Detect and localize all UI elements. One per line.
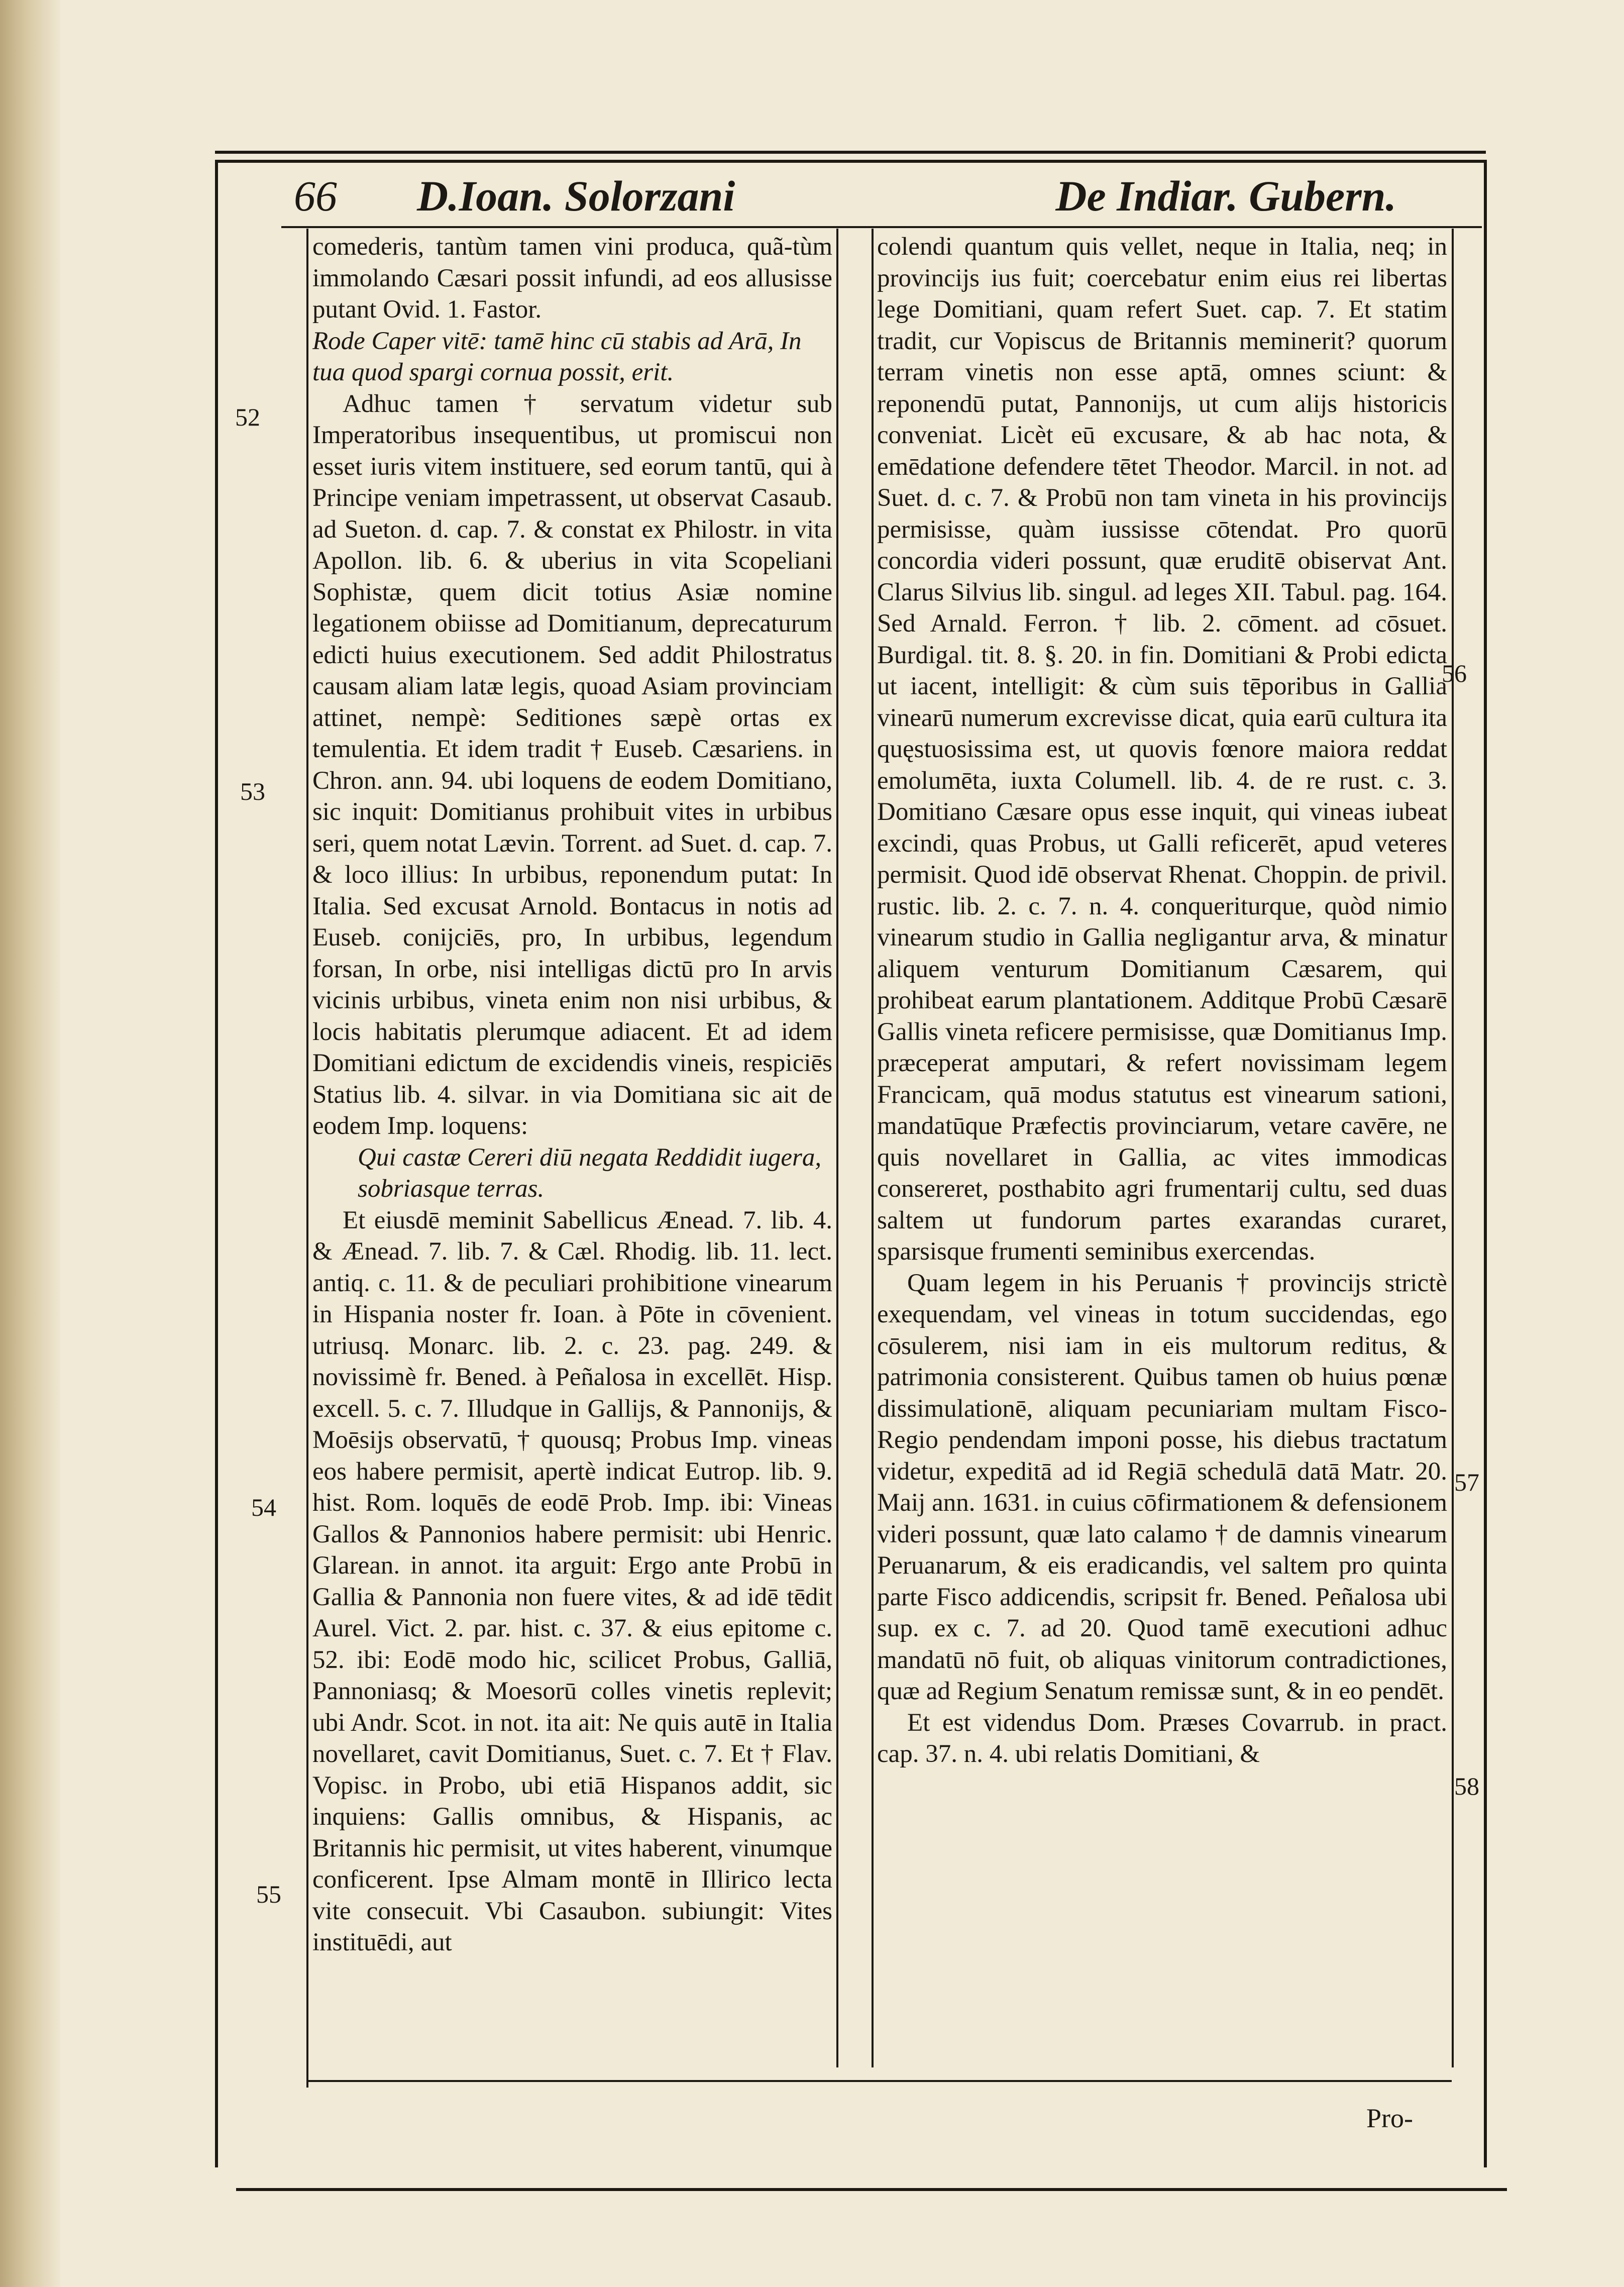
margin-number: 55: [256, 1880, 281, 1908]
column-bottom-rule: [306, 2080, 1452, 2082]
right-text-column: [877, 231, 1447, 2080]
frame-bottom-rule: [236, 2188, 1507, 2191]
paragraph: Et eiusdē meminit Sabellicus Ænead. 7. lib. 4. & Ænead. 7. lib. 7. & Cæl. Rhodig. lib. 11. lect. antiq. c. 11. & de peculiari prohibitione vinearum in Hispania noster fr. Ioan. à Pōte in cōvenient. utriusq. Monarc. lib. 2. c. 23. pag. 249. & novissimè fr. Bened. à Peñalosa in excellēt. Hisp. excell. 5. c. 7. Illudque in Gallijs, & Pannonijs, & Moēsijs observatū, † quousq; Probus Imp. vineas eos habere permisit, apertè indicat Eutrop. lib. 9. hist. Rom. loquēs de eodē Prob. Imp. ibi: Vineas Gallos & Pannonios habere permisit: ubi Henric. Glarean. in annot. ita arguit: Ergo ante Probū in Gallia & Pannonia non fuere vites, & ad idē tēdit Aurel. Vict. 2. par. hist. c. 37. & eius epitome c. 52. ibi: Eodē modo hic, scilicet Probus, Galliā, Pannoniasq; & Moesorū colles vinetis replevit; ubi Andr. Scot. in not. ita ait: Ne quis autē in Italia novellaret, cavit Domitianus, Suet. c. 7. Et † Flav. Vopisc. in Probo, ubi etiā Hispanos addit, sic inquiens: Gallis omnibus, & Hispanis, ac Britannis hic permisit, ut vites haberent, vinumque conficerent. Ipse Almam montē in Illirico lecta vite consecuit. Vbi Casaubon. subiungit: Vites instituēdi, aut: [312, 1206, 832, 1956]
column-rule-middle-left: [836, 229, 838, 2067]
margin-number: 58: [1454, 1772, 1479, 1800]
verse-quotation: Qui castæ Cereri diū negata Reddidit iugera, sobriasque terras.: [358, 1143, 822, 1203]
catchword: Pro-: [1366, 2103, 1413, 2133]
verse-quotation: Rode Caper vitē: tamē hinc cū stabis ad Arā, In tua quod spargi cornua possit, erit.: [312, 327, 802, 386]
column-rule-right: [1452, 229, 1454, 2067]
page-number: 66: [294, 172, 337, 220]
column-rule-middle-right: [872, 229, 874, 2067]
paragraph: Adhuc tamen † servatum videtur sub Imperatoribus insequentibus, ut promiscui non esset iuris vitem instituere, sed eorum tantū, qui à Principe veniam impetrassent, ut observat Casaub. ad Sueton. d. cap. 7. & constat ex Philostr. in vita Apollon. lib. 6. & uberius in vita Scopeliani Sophistæ, quem dicit totius Asiæ nomine legationem obiisse ad Domitianum, deprecaturum edicti huius executionem. Sed addit Philostratus causam aliam latæ legis, quoad Asiam provinciam attinet, nempè: Seditiones sæpè ortas ex temulentia. Et idem tradit † Euseb. Cæsariens. in Chron. ann. 94. ubi loquens de eodem Domitiano, sic inquit: Domitianus prohibuit vites in urbibus seri, quem notat Lævin. Torrent. ad Suet. d. cap. 7. & loco illius: In urbibus, reponendum putat: In Italia. Sed excusat Arnold. Bontacus in notis ad Euseb. conijciēs, pro, In urbibus, legendum forsan, In orbe, nisi intelligas dictū pro In arvis vicinis urbibus, vineta enim non nisi urbibus, & locis habitatis plerumque adiacent. Et ad idem Domitiani edictum de excidendis vineis, respiciēs Statius lib. 4. silvar. in via Domitiana sic ait de eodem Imp. loquens:: [312, 389, 832, 1140]
margin-number: 57: [1454, 1468, 1479, 1496]
paragraph: comederis, tantùm tamen vini produca, quã-tùm immolando Cæsari possit infundi, ad eos allusisse putant Ovid. 1. Fastor.: [312, 233, 832, 324]
margin-number: 56: [1442, 659, 1467, 687]
page-gutter-shadow: [0, 0, 60, 2287]
running-head-title: De Indiar. Gubern.: [1055, 172, 1396, 220]
paragraph: colendi quantum quis vellet, neque in Italia, neq; in provincijs ius fuit; coercebatur enim eius rei libertas lege Domitiani, quam refert Suet. cap. 7. Et statim tradit, cur Vopiscus de Britannis meminerit? quorum terram vinetis non esse aptā, omnes sciunt: & reponendū putat, Pannonijs, ut cum alijs historicis conveniat. Licèt eū excusare, & ab hac nota, & emēdatione defendere tētet Theodor. Marcil. in not. ad Suet. d. c. 7. & Probū non tam vineta in his provincijs permisisse, quàm iussisse cōtendat. Pro quorū concordia videri possunt, quæ eruditē obiservat Ant. Clarus Silvius lib. singul. ad leges XII. Tabul. pag. 164. Sed Arnald. Ferron. † lib. 2. cōment. ad cōsuet. Burdigal. tit. 8. §. 20. in fin. Domitiani & Probi edicta ut iacent, intelligit: & cùm suis tēporibus in Gallia vinearū numerum excrevisse dicat, quia earū cultura ita quęstuosissima est, ut quovis fœnore maiora reddat emolumēta, iuxta Columell. lib. 4. de re rust. c. 3. Domitiano Cæsare opus esse inquit, qui vineas iubeat excindi, quas Probus, ut Galli reficerēt, apud veteres permisit. Quod idē observat Rhenat. Choppin. de privil. rustic. lib. 2. c. 7. n. 4. conqueriturque, quòd nimio vinearum studio in Gallia negligantur arva, & minatur aliquem venturum Domitianum Cæsarem, qui prohibeat earum plantationem. Additque Probū Cæsarē Gallis vineta reficere permisisse, quæ Domitianus Imp. præceperat amputari, & refert novissimam legem Francicam, quā modus statutus est vinearum sationi, mandatūque Præfectis provinciarum, vetare cavēre, ne quis novellaret in Gallia, ac vites immodicas consereret, posthabito agri frumentarij cultu, sed duas saltem ut fundorum partes exarandas curaret, sparsisque frumenti seminibus exercendas.: [877, 233, 1447, 1266]
column-rule-left: [306, 229, 308, 2088]
left-text-column: [312, 231, 832, 2080]
margin-number: 52: [235, 403, 260, 431]
margin-number: 54: [251, 1493, 276, 1521]
paragraph: Quam legem in his Peruanis † provincijs strictè exequendam, vel vineas in totum succidendas, ego cōsulerem, nisi iam in eis multorum reditus, & patrimonia consisterent. Quibus tamen ob huius pœnæ dissimulationē, aliquam pecuniariam multam Fisco-Regio pendendam imponi posse, his diebus tractatum videtur, expeditā ad id Regiā schedulā datā Matr. 20. Maij ann. 1631. in cuius cōfirmationem & defensionem videri possunt, quæ lato calamo † de damnis vinearum Peruanarum, & eis eradicandis, vel saltem pro quinta parte Fisco addicendis, scripsit fr. Bened. Peñalosa ubi sup. ex c. 7. ad 20. Quod tamē executioni adhuc mandatū nō fuit, ob aliquas vinitorum contradictiones, quæ ad Regium Senatum remissæ sunt, & in eo pendēt.: [877, 1269, 1447, 1705]
paragraph: Et est videndus Dom. Præses Covarrub. in pract. cap. 37. n. 4. ubi relatis Domitiani, &: [877, 1708, 1447, 1768]
frame-top-rule: [215, 151, 1486, 154]
running-head: [226, 166, 1472, 226]
running-head-author: D.Ioan. Solorzani: [417, 172, 735, 220]
margin-number: 53: [240, 777, 265, 805]
head-rule: [281, 226, 1482, 228]
